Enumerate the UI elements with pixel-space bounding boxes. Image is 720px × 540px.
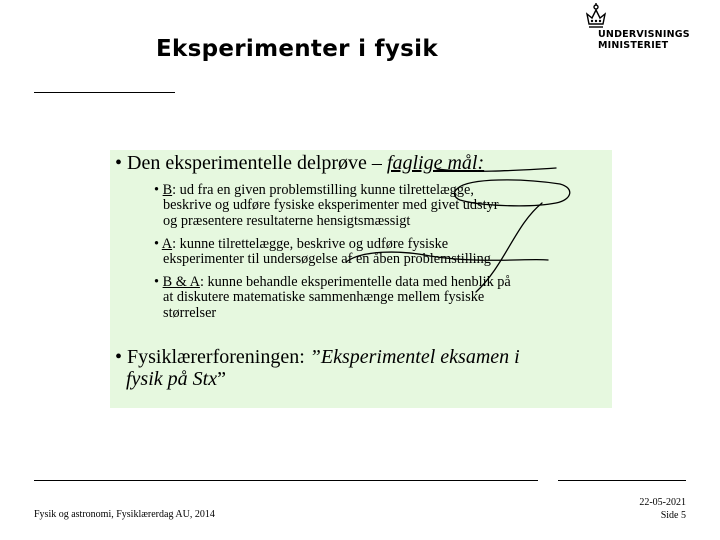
footer-source: Fysik og astronomi, Fysiklærerdag AU, 2014 — [34, 509, 215, 520]
slide-title: Eksperimenter i fysik — [156, 36, 438, 62]
sub-item-line: : kunne behandle eksperimentelle data med henblik på — [199, 274, 511, 290]
logo-line-1: UNDERVISNINGS — [598, 29, 690, 40]
bullet-teacher-association — [115, 346, 520, 390]
sub-item-line: beskrive og udføre fysiske eksperimenter med givet udstyr — [163, 197, 499, 214]
ministry-logo — [583, 2, 693, 52]
bullet2-emphasis: fysik på Stx — [126, 368, 218, 390]
bullet-mark: • — [115, 346, 123, 368]
sub-item-line: størrelser — [163, 304, 217, 321]
sub-item-line: eksperimenter til undersøgelse af en åben problemstilling — [163, 251, 491, 268]
sub-item-level-b-a: • B & A: kunne behandle eksperimentelle data med henblik på at diskutere matematiske sammenhænge mellem fysiske størrelser — [154, 274, 511, 321]
sub-item-line: : kunne tilrettelægge, beskrive og udføre fysiske — [172, 236, 449, 252]
bullet1-emphasis: faglige mål — [386, 152, 478, 174]
logo-text — [598, 29, 690, 51]
footer-page-number: Side 5 — [660, 510, 686, 521]
level-label: B — [162, 182, 173, 198]
bullet2-emphasis: ”Eksperimentel eksamen i — [309, 346, 520, 368]
bullet2-prefix: Fysiklærerforeningen: — [127, 346, 310, 368]
bullet-mark: • — [115, 152, 123, 174]
level-label: B & A — [162, 274, 200, 290]
footer-meta — [639, 496, 686, 522]
bullet-experimental-part — [115, 152, 484, 174]
logo-line-2: MINISTERIET — [598, 40, 669, 51]
footer-divider — [558, 480, 686, 481]
sub-item-line: og præsentere resultaterne hensigtsmæssigt — [163, 212, 411, 229]
sub-item-line: : ud fra en given problemstilling kunne tilrettelægge, — [172, 182, 474, 198]
bullet1-prefix: Den eksperimentelle delprøve – — [127, 152, 387, 174]
sub-item-level-a: • A: kunne tilrettelægge, beskrive og udføre fysiske eksperimenter til undersøgelse af en åben problemstilling — [154, 236, 491, 268]
bullet2-close-quote: ” — [217, 368, 226, 390]
footer-date: 22-05-2021 — [639, 497, 686, 508]
sub-item-level-b: • B: ud fra en given problemstilling kunne tilrettelægge, beskrive og udføre fysiske eksperimenter med givet udstyr og præsentere resultaterne hensigtsmæssigt — [154, 182, 499, 229]
title-divider — [34, 92, 175, 93]
level-label: A — [161, 236, 173, 252]
footer-divider — [34, 480, 538, 481]
sub-item-line: at diskutere matematiske sammenhænge mellem fysiske — [163, 289, 485, 306]
bullet1-suffix: : — [477, 152, 485, 174]
